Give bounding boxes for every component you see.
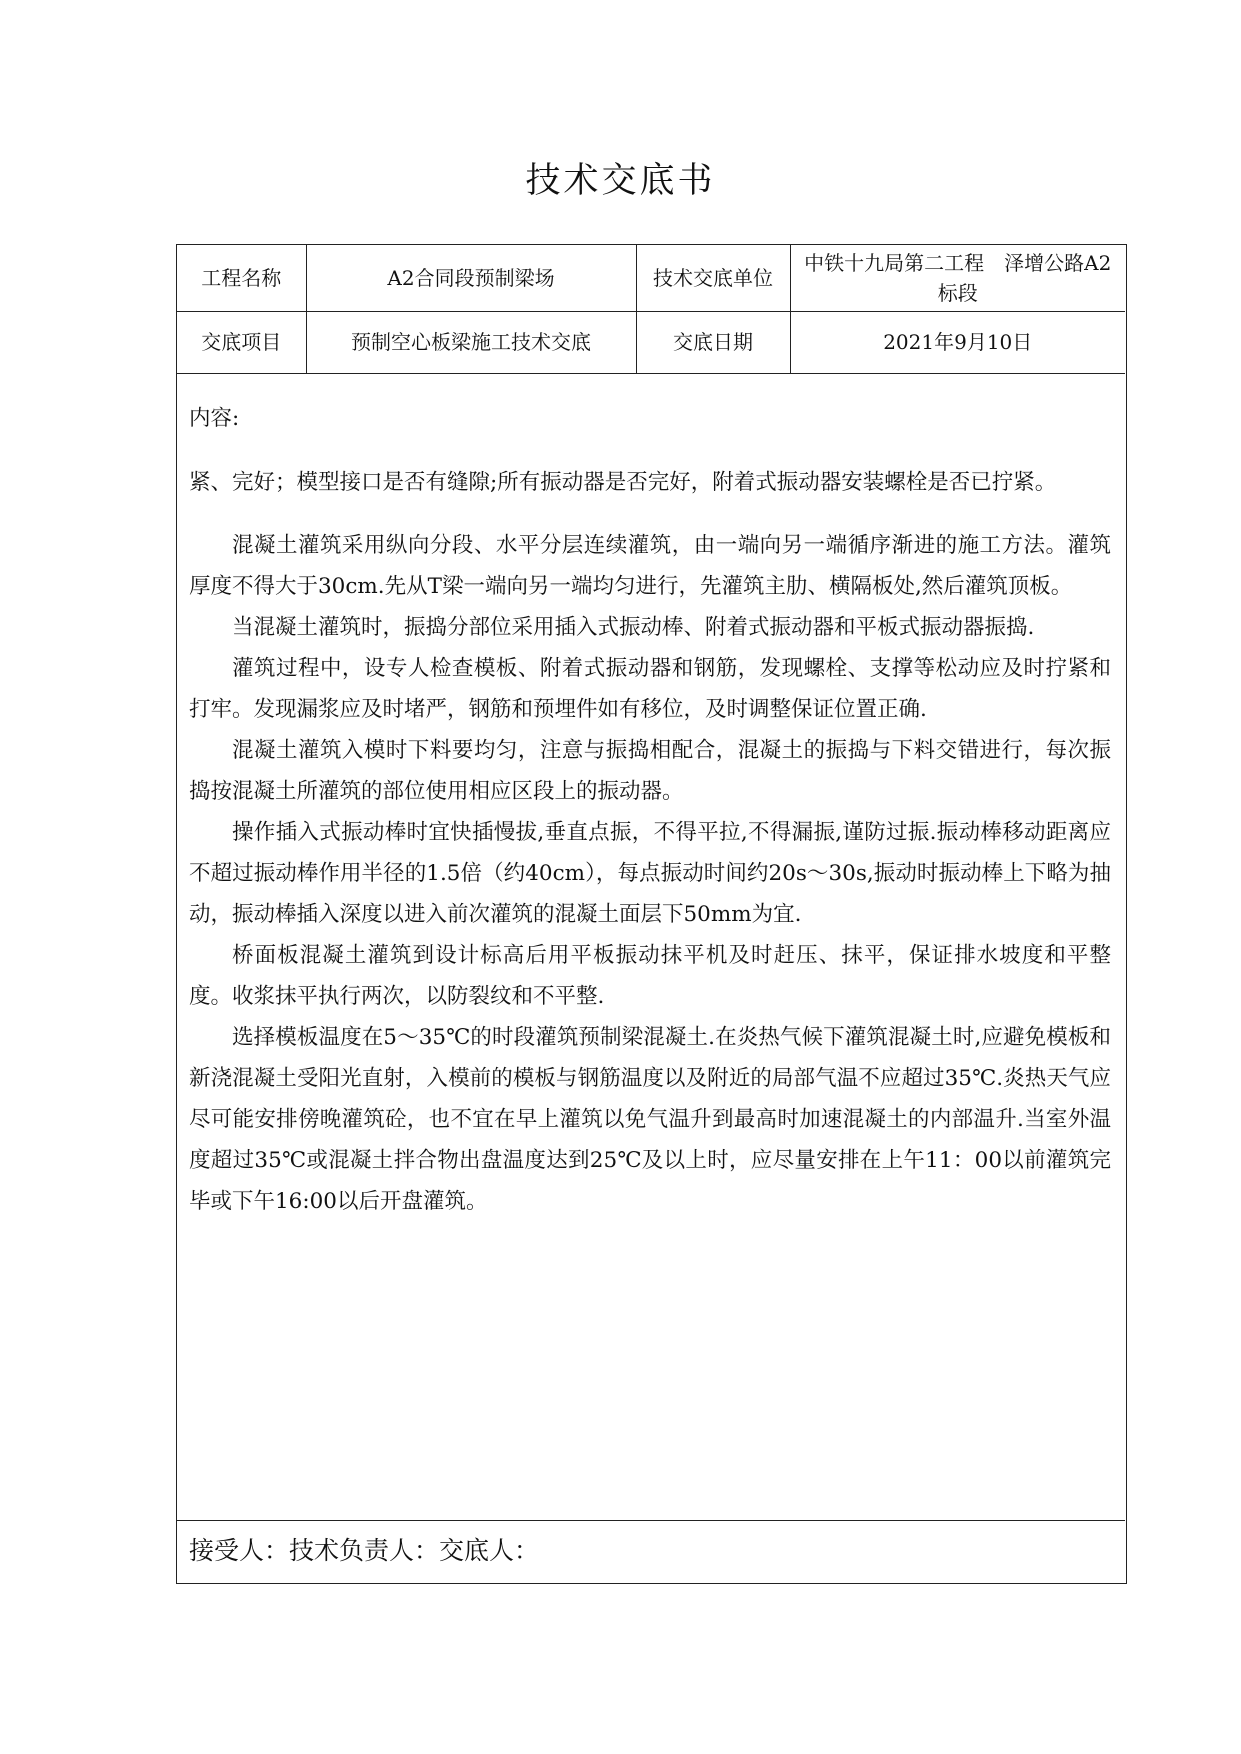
disclosure-unit-value: 中铁十九局第二工程 泽增公路A2标段 (790, 245, 1125, 311)
header-row-project (177, 245, 1125, 311)
disclosure-form (176, 244, 1127, 1584)
disclosure-date-value: 2021年9月10日 (790, 311, 1125, 373)
disclosure-item-label: 交底项目 (177, 311, 306, 373)
disclosure-date-label: 交底日期 (636, 311, 790, 373)
project-name-label: 工程名称 (177, 245, 306, 311)
content-continuation: 紧、完好；模型接口是否有缝隙;所有振动器是否完好，附着式振动器安装螺栓是否已拧紧。 (189, 470, 1057, 495)
content-paragraph: 桥面板混凝土灌筑到设计标高后用平板振动抹平机及时赶压、抹平，保证排水坡度和平整度。收浆抹平执行两次，以防裂纹和不平整. (189, 943, 1111, 1009)
content-label: 内容: (189, 406, 240, 431)
header-row-item (177, 311, 1125, 373)
content-section (189, 387, 1111, 1222)
disclosure-unit-label: 技术交底单位 (636, 245, 790, 311)
content-paragraph: 灌筑过程中，设专人检查模板、附着式振动器和钢筋，发现螺栓、支撑等松动应及时拧紧和打牢。发现漏浆应及时堵严，钢筋和预埋件如有移位，及时调整保证位置正确. (189, 656, 1111, 722)
document-title: 技术交底书 (525, 161, 716, 201)
content-paragraph: 混凝土灌筑采用纵向分段、水平分层连续灌筑，由一端向另一端循序渐进的施工方法。灌筑厚度不得大于30cm.先从T梁一端向另一端均匀进行，先灌筑主肋、横隔板处,然后灌筑顶板。 (189, 533, 1111, 599)
project-name-value: A2合同段预制梁场 (306, 245, 636, 311)
header-table (177, 245, 1125, 374)
content-paragraph: 混凝土灌筑入模时下料要均匀，注意与振捣相配合，混凝土的振捣与下料交错进行，每次振捣按混凝土所灌筑的部位使用相应区段上的振动器。 (189, 738, 1111, 804)
content-paragraph: 当混凝土灌筑时，振捣分部位采用插入式振动棒、附着式振动器和平板式振动器振捣. (232, 615, 1035, 640)
content-paragraph: 选择模板温度在5～35℃的时段灌筑预制梁混凝土.在炎热气候下灌筑混凝土时,应避免模板和新浇混凝土受阳光直射，入模前的模板与钢筋温度以及附近的局部气温不应超过35℃.炎热天气应尽可能安排傍晚灌筑砼，也不宜在早上灌筑以免气温升到最高时加速混凝土的内部温升.当室外温度超过35℃或混凝土拌合物出盘温度达到25℃及以上时，应尽量安排在上午11：00以前灌筑完毕或下午16:00以后开盘灌筑。 (189, 1025, 1111, 1214)
disclosure-item-value: 预制空心板梁施工技术交底 (306, 311, 636, 373)
content-paragraph: 操作插入式振动棒时宜快插慢拔,垂直点振，不得平拉,不得漏振,谨防过振.振动棒移动距离应不超过振动棒作用半径的1.5倍（约40cm），每点振动时间约20s～30s,振动时振动棒上下略为抽动，振动棒插入深度以进入前次灌筑的混凝土面层下50mm为宜. (189, 820, 1111, 927)
signature-row: 接受人：技术负责人：交底人： (177, 1520, 1125, 1583)
